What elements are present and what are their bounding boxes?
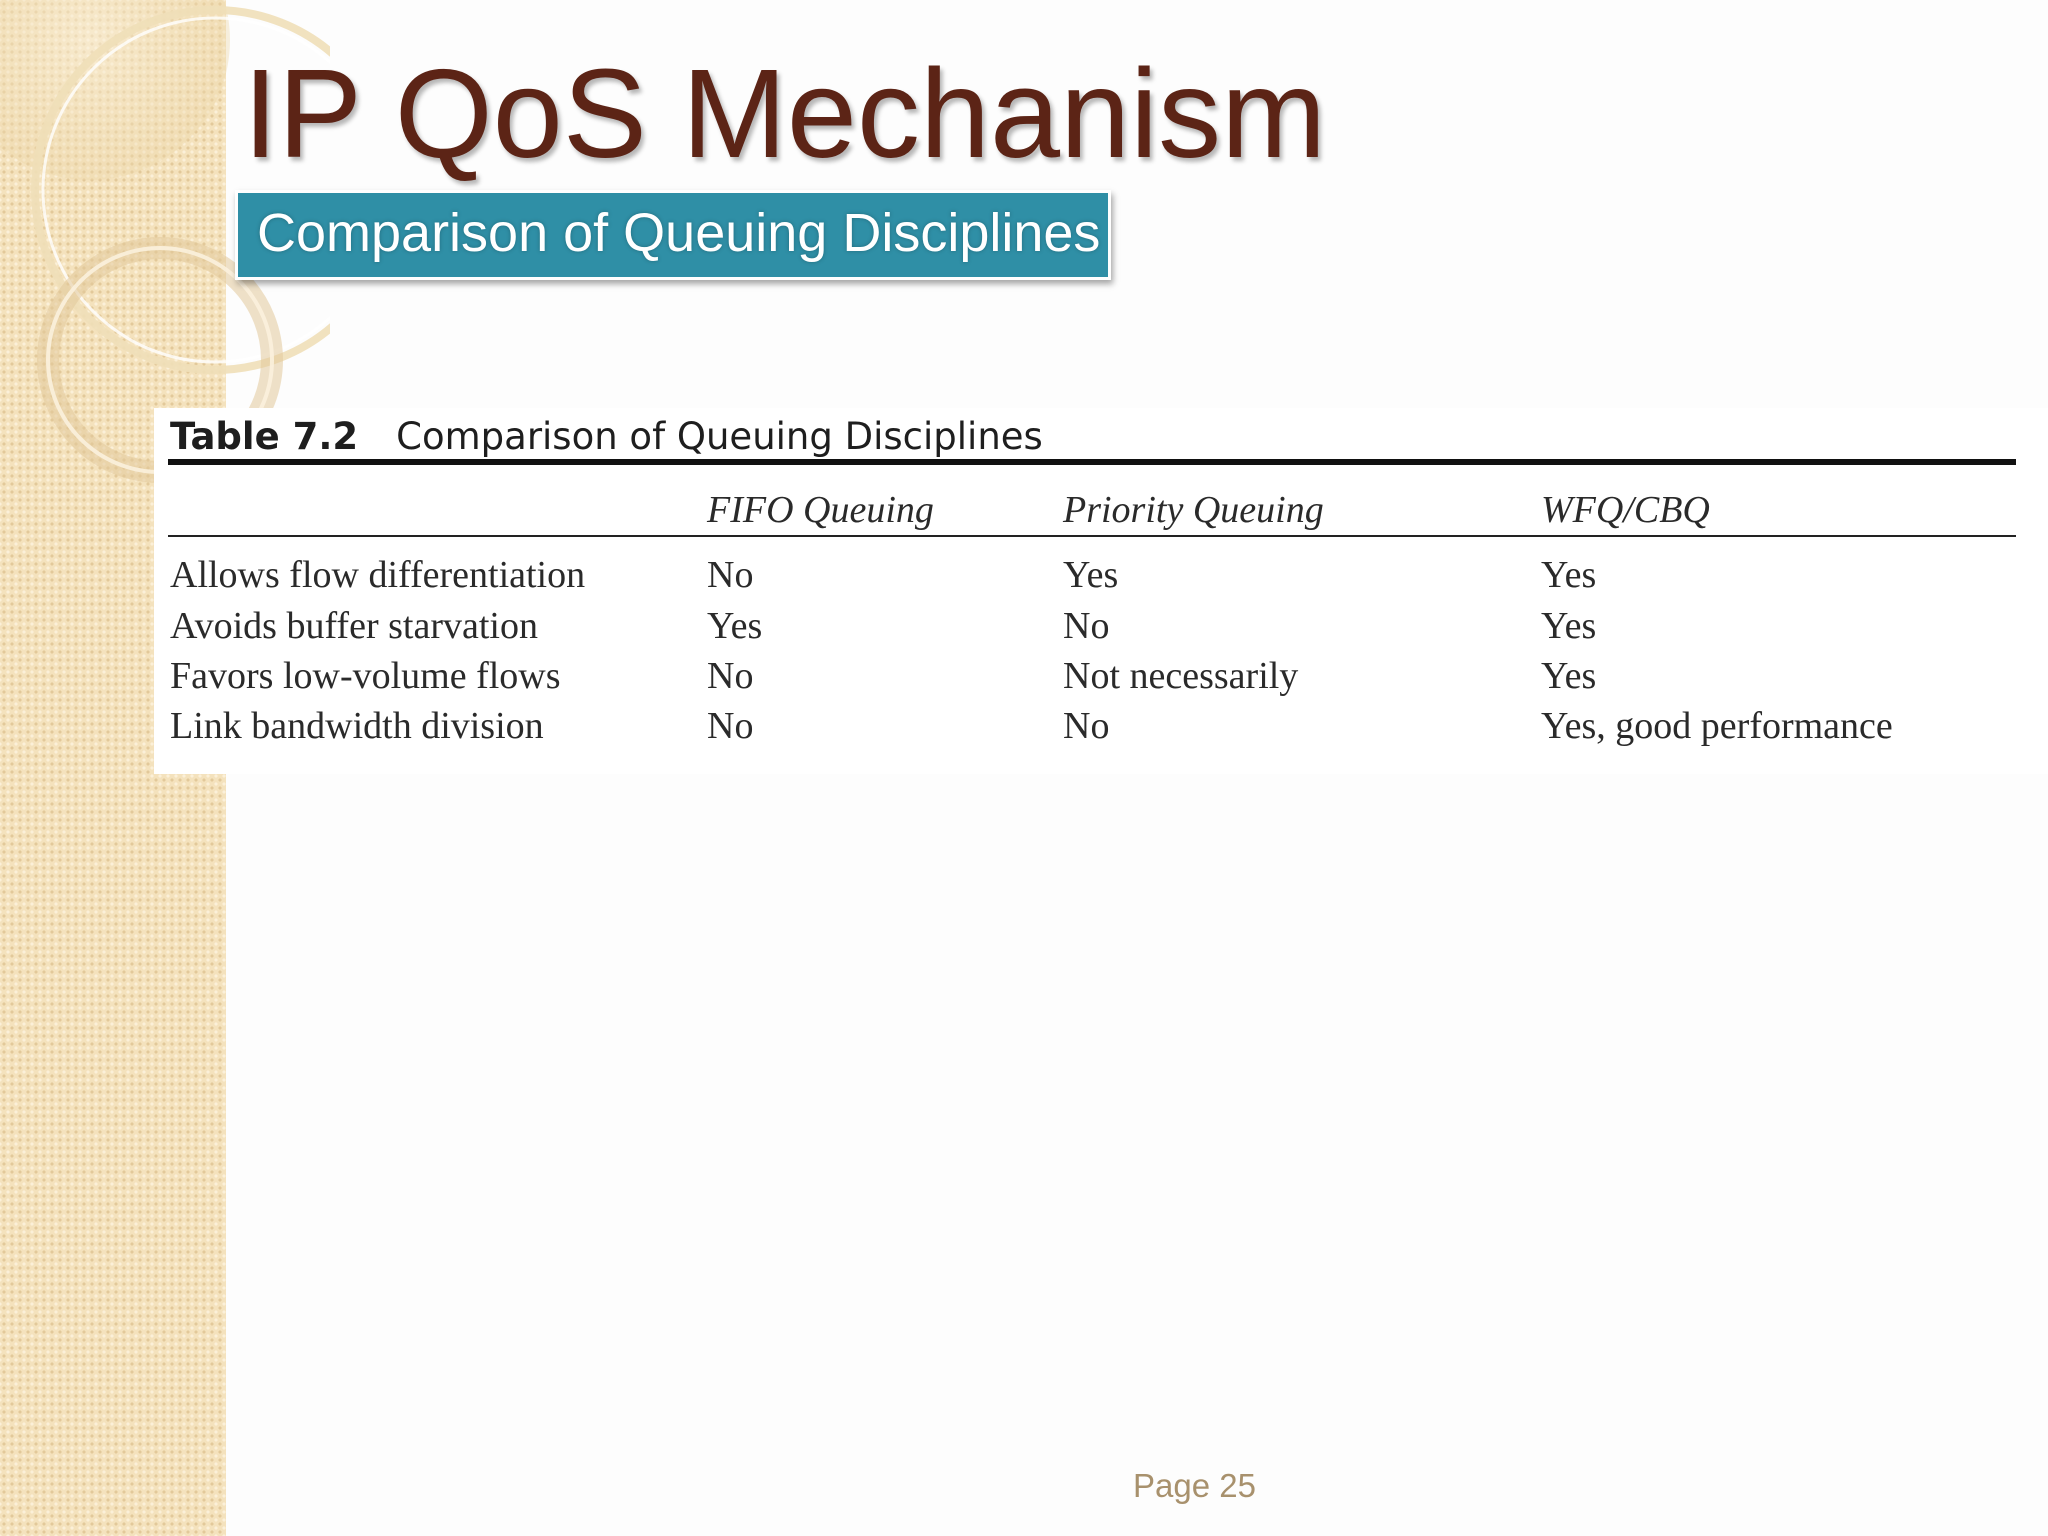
table-cell: No — [1063, 705, 1110, 747]
table-cell: Yes — [1541, 655, 1597, 697]
column-header-fifo: FIFO Queuing — [707, 489, 934, 531]
column-header-priority: Priority Queuing — [1063, 489, 1324, 531]
row-label-flow-differentiation: Allows flow differentiation — [170, 554, 586, 596]
table-cell: Not necessarily — [1063, 655, 1299, 697]
table-caption — [170, 412, 1043, 462]
table-cell: Yes, good performance — [1541, 705, 1893, 747]
table-cell: No — [707, 554, 754, 596]
table-cell: Yes — [1541, 605, 1597, 647]
table-caption-title: Comparison of Queuing Disciplines — [396, 415, 1043, 458]
decorative-bubble-shape — [0, 0, 230, 180]
table-cell: Yes — [1541, 554, 1597, 596]
table-cell: No — [707, 655, 754, 697]
table-header-rule — [168, 535, 2016, 537]
page-number: Page 25 — [1133, 1467, 1256, 1504]
table-cell: No — [707, 705, 754, 747]
table-cell: Yes — [707, 605, 763, 647]
slide-title: IP QoS Mechanism — [243, 43, 1327, 184]
row-label-low-volume-flows: Favors low-volume flows — [170, 655, 561, 697]
table-cell: No — [1063, 605, 1110, 647]
row-label-bandwidth-division: Link bandwidth division — [170, 705, 544, 747]
table-top-rule — [168, 459, 2016, 465]
table-caption-label: Table 7.2 — [170, 415, 359, 458]
slide-subtitle: Comparison of Queuing Disciplines — [257, 203, 1101, 263]
row-label-buffer-starvation: Avoids buffer starvation — [170, 605, 538, 647]
column-header-wfq-cbq: WFQ/CBQ — [1541, 489, 1710, 531]
table-cell: Yes — [1063, 554, 1119, 596]
